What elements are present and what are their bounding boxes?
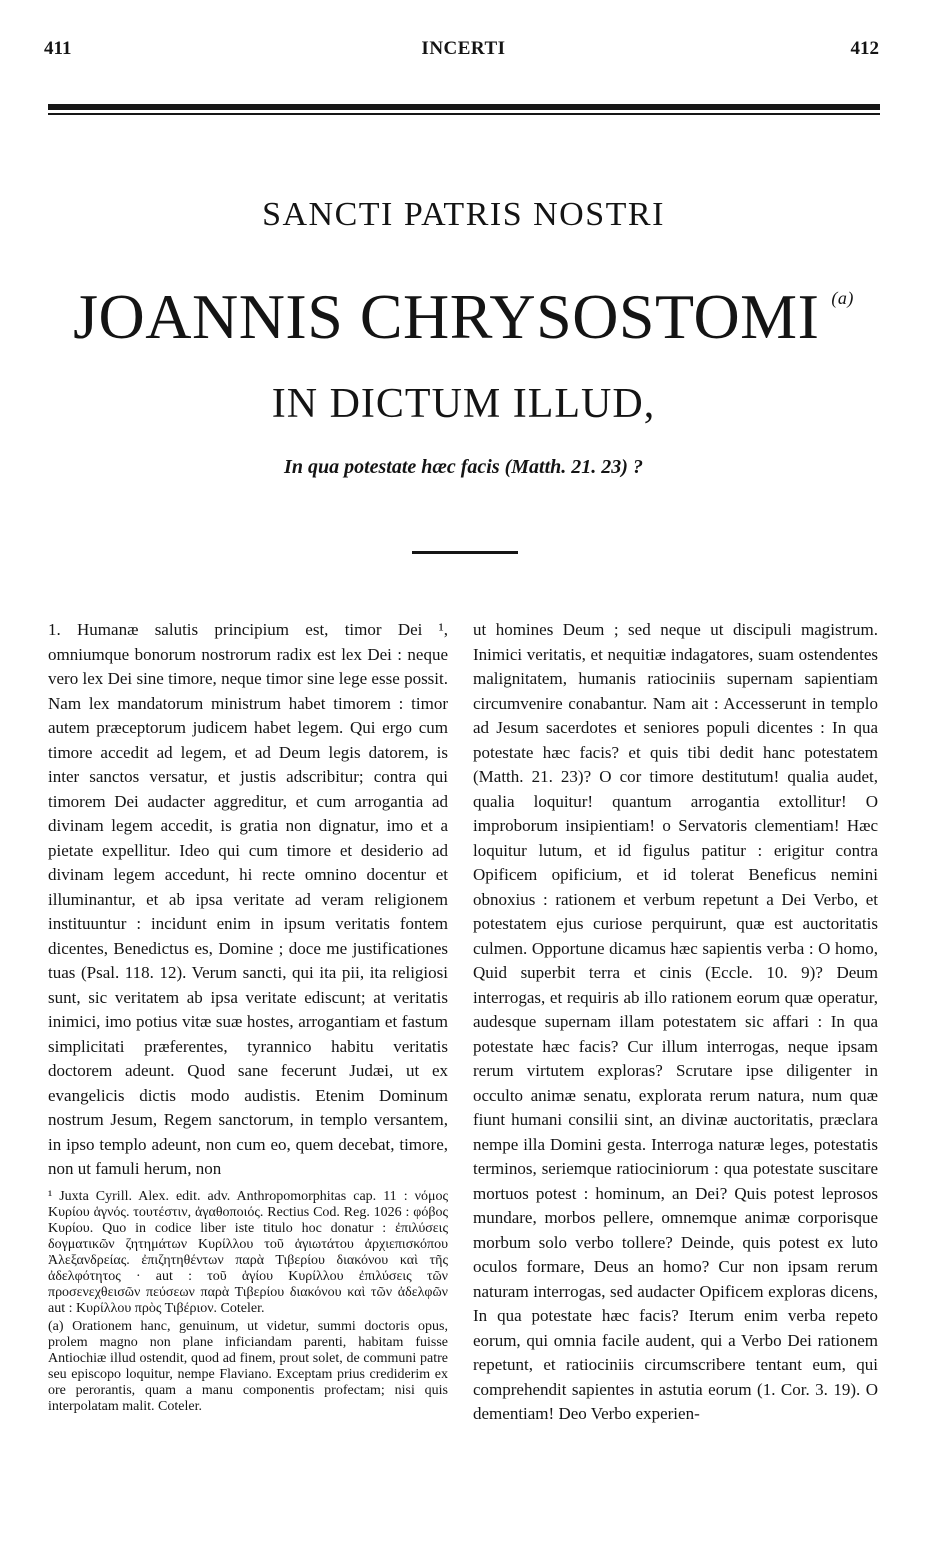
left-column	[48, 618, 448, 1182]
right-column-text: ut homines Deum ; sed neque ut discipuli magistrum. Inimici veritatis, et nequitiæ indagatores, suam ostendentes malignitatem, humanis ratiociniis supernam sapientiam circumvenire conabantur. Nam ait : Accesserunt in templo ad Jesum sacerdotes et seniores populi dicentes : In qua potestate hæc facis? et quis tibi dedit hanc potestatem (Matth. 21. 23)? O cor timore destitutum! qualia audet, qualia loquitur! quantum arrogantia extollitur! O improborum insipientiam! o Servatoris clementiam! Hæc loquitur lutum, et id figulus patitur : erigitur contra Opificem opificium, et id tolerat Beneficus nemini obnoxius : rationem et verbum repetunt a Dei Verbo, et potestatem ejus curiose perquirunt, quæ est auctoritatis culmen. Opportune dicamus hæc sapientis verba : O homo, Quid superbit terra et cinis (Eccle. 10. 9)? Deum interrogas, et requiris ab illo rationem eorum quæ operatur, audesque supernam illam potestatem sic affari : In qua potestate hæc facis? Cur illum interrogas, neque ipsam rerum virtutem exploras? Scrutare ipse diligenter in occulto animæ senatu, explorata rerum natura, num quæ fiunt humani consilii sint, an divinæ auctoritatis, præclara nempe illa Domini gesta. Interroga naturæ leges, potestatis terminos, seriemque ratiociniorum : qua potestate suscitare mortuos potest : hominum, an Dei? Quis potest leprosos mundare, morbos pellere, omnemque animæ corporisque morbum solo verbo tollere? Deinde, quis potest ex luto oculos formare, Deus an homo? Cur non ipsam rerum naturam interrogas, sed audacter Opificem exploras dicens, In qua potestate hæc facis? Iterum enim verba repeto eorum, qui omnia facile audent, qui a Verbo Dei rationem repetunt, et ratiociniis circumscribere tentant eum, qui comprehendit sapientes in astutia eorum (1. Cor. 3. 19). O dementiam! Deo Verbo experien-	[473, 620, 878, 1423]
right-column	[473, 618, 878, 1427]
ornament-rule	[412, 551, 518, 554]
title-line-1: SANCTI PATRIS NOSTRI	[262, 196, 665, 233]
header-rule-thin	[48, 113, 880, 115]
header-rule-thick	[48, 104, 880, 110]
footnotes	[48, 1189, 448, 1415]
title-line-2	[0, 280, 927, 354]
footnote-1: ¹ Juxta Cyrill. Alex. edit. adv. Anthropomorphitas cap. 11 : νόμος Κυρίου ἁγνός. τουτέστιν, ἀγαθοποιός. Rectius Cod. Reg. 1026 : φόβος Κυρίου. Quo in codice liber iste titulo hoc donatur : ἐπιλύσεις δογματικῶν ζητημάτων Κυρίλλου τοῦ ἁγιωτάτου ἀρχιεπισκόπου Ἀλεξανδρείας. ἐπιζητηθέντων παρὰ Τιβερίου διακόνου καὶ τῆς ἀδελφότητος · aut : τοῦ ἁγίου Κυρίλλου ἐπιλύσεις τῶν προσενεχθεισῶν πεύσεων παρὰ Τιβερίου διακόνου καὶ τῶν ἀδελφῶν aut : Κυρίλλου πρὸς Τιβέριον. Coteler.	[48, 1189, 448, 1316]
title-line-3: IN DICTUM ILLUD,	[271, 381, 656, 427]
title-author: JOANNIS CHRYSOSTOMI	[73, 281, 820, 352]
running-title: INCERTI	[421, 38, 506, 59]
title-scripture-reference: In qua potestate hæc facis (Matth. 21. 23) ?	[284, 456, 643, 478]
page-number-left: 411	[44, 38, 72, 59]
left-column-text: 1. Humanæ salutis principium est, timor Dei ¹, omniumque bonorum nostrorum radix est lex Dei : neque vero lex Dei sine timore, neque timor sine lege esse possit. Nam lex mandatorum ministrum habet timorem : timor autem præceptorum judicem habet legem. Qui ergo cum timore accedit ad legem, et ad Deum legis datorem, is inter sanctos versatur, et justis adscribitur; contra qui timorem Dei audacter aggreditur, et cum arrogantia ad divinam legem accedit, is gratia non dignatur, imo et a pietate expellitur. Ideo qui cum timore et desiderio ad divinam legem accedunt, hi recte omnino docentur et illuminantur, et ab ipsa veritate ad veram religionem instituuntur : incidunt enim in ipsum veritatis fontem dicentes, Benedictus es, Domine ; doce me justificationes tuas (Psal. 118. 12). Verum sancti, qui ita pii, ita religiosi sunt, sic veritatem ab ipsa veritate ediscunt; at veritatis inimici, imo potius vitæ suæ hostes, arrogantiam et fastum simplicitati præferentes, tyrannico habitu veritatis doctorem adeunt. Quod sane fecerunt Judæi, ut ex evangelicis dictis modo audistis. Etenim Dominum nostrum Jesum, Regem sanctorum, in templo versantem, in ipso templo adeunt, non cum eo, quem decebat, timore, non ut famuli herum, non	[48, 620, 448, 1178]
page-number-right: 412	[850, 38, 879, 59]
footnote-a: (a) Orationem hanc, genuinum, ut videtur, summi doctoris opus, prolem magno non plane inficiandam parenti, habitam fuisse Antiochiæ illud ostendit, quod ad finem, prout solet, de communi patre seu episcopo loquitur, nempe Flaviano. Exceptam prius crediderim ex ore perorantis, quam a manu componentis profectam; nisi quis interpolatam malit. Coteler.	[48, 1319, 448, 1414]
title-note-marker: (a)	[831, 288, 854, 308]
